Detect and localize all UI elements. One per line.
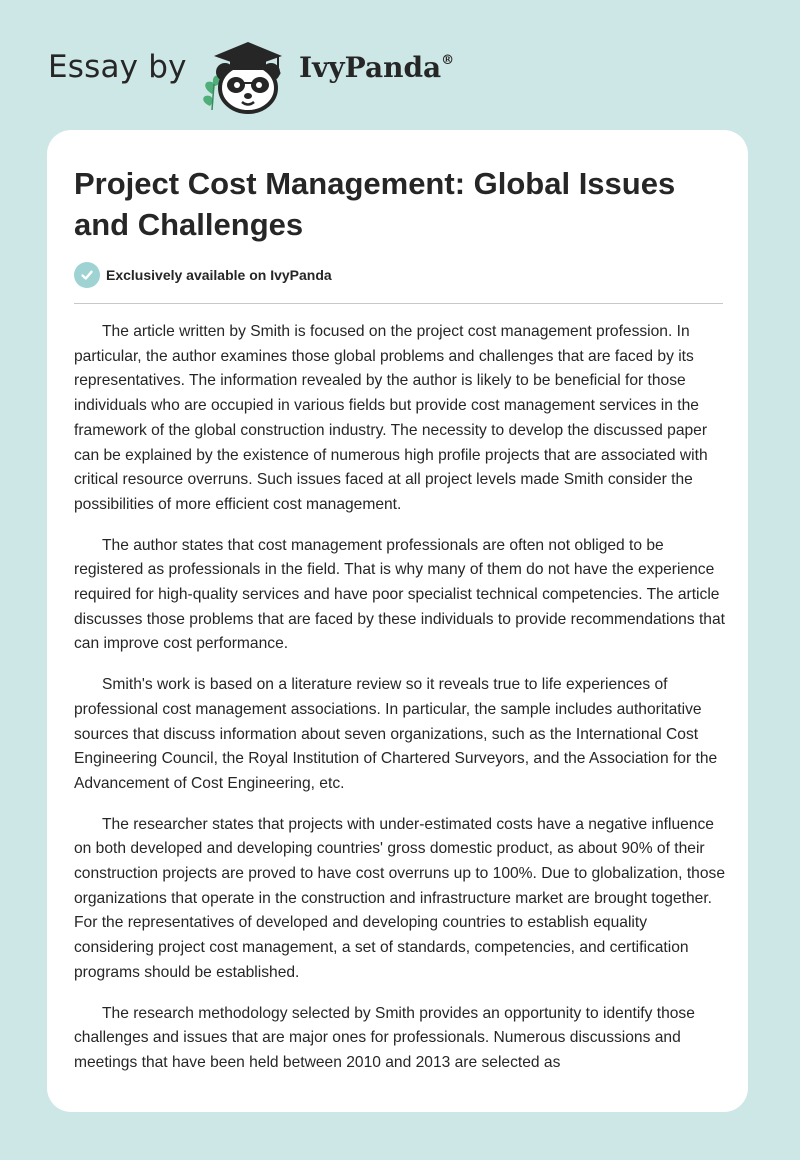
page-title: Project Cost Management: Global Issues and Challenges — [74, 166, 676, 242]
exclusive-badge — [74, 262, 332, 288]
site-header — [48, 30, 508, 114]
essay-by-label: Essay by — [48, 49, 187, 85]
paragraph: Smith's work is based on a literature review so it reveals true to life experiences of professional cost management associations. In particular, the sample includes authoritative sources that discuss information about seven organizations, such as the International Cost Engineering Council, the Royal Institution of Chartered Surveyors, and the Association for the Advancement of Cost Engineering, etc. — [74, 676, 718, 792]
check-circle-icon — [74, 262, 100, 288]
essay-card — [47, 130, 748, 1112]
paragraph: The researcher states that projects with under-estimated costs have a negative influence on both developed and developing countries' gross domestic product, as about 90% of their construction projects are proved to have cost overruns up to 100%. Due to globalization, those organizations that operate in the construction and infrastructure market are brought together. For the representatives of developed and developing countries to establish equality considering project cost management, a set of standards, competencies, and certification programs should be established. — [74, 815, 725, 981]
paragraph: The article written by Smith is focused on the project cost management profession. In particular, the author examines those global problems and challenges that are faced by its representatives. The information revealed by the author is likely to be beneficial for those individuals who are occupied in various fields but provide cost management services in the framework of the global construction industry. The necessity to develop the discussed paper can be explained by the existence of numerous high profile projects that are associated with critical resource overruns. Such issues faced at all project levels made Smith consider the possibilities of more efficient cost management. — [74, 323, 708, 513]
exclusive-badge-label: Exclusively available on IvyPanda — [106, 267, 332, 283]
paragraph: The author states that cost management professionals are often not obliged to be registered as professionals in the field. That is why many of them do not have the experience required for high-quality services and have poor specialist technical competencies. The article discusses those problems that are faced by these individuals to provide recommendations that can improve cost performance. — [74, 536, 725, 653]
panda-graduate-icon[interactable] — [200, 36, 292, 114]
divider — [74, 303, 723, 304]
essay-body — [74, 320, 730, 1092]
brand-name[interactable]: IvyPanda® — [299, 51, 455, 84]
paragraph: The research methodology selected by Smith provides an opportunity to identify those challenges and issues that are major ones for professionals. Numerous discussions and meetings that have been held between 2010 and 2013 are selected as — [74, 1004, 695, 1071]
registered-mark: ® — [441, 53, 455, 68]
